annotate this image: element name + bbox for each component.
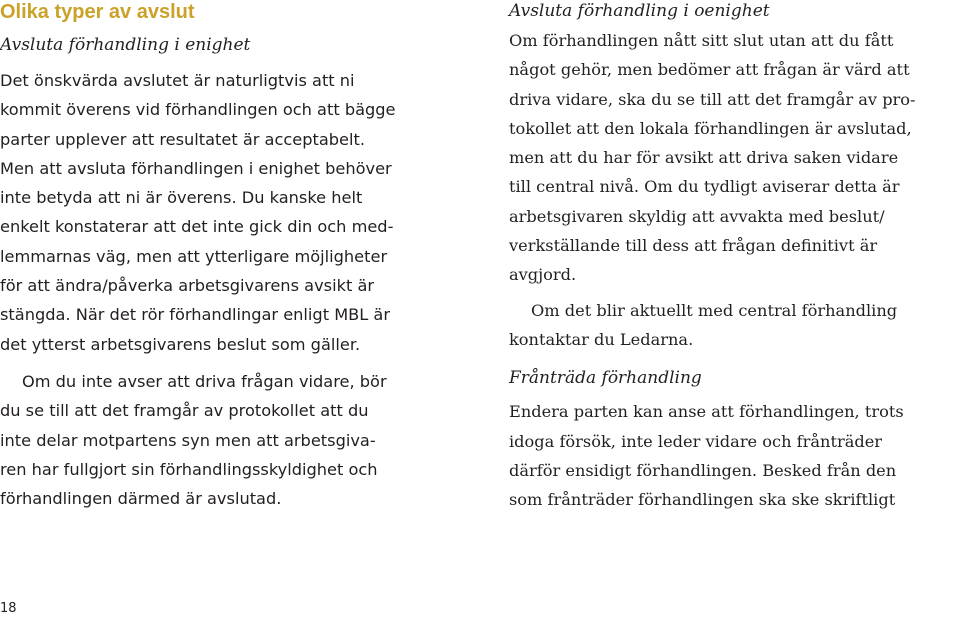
subheading-oenighet: Avsluta förhandling i oenighet bbox=[509, 1, 770, 21]
text-line: inte betyda att ni är överens. Du kanske helt bbox=[0, 188, 363, 208]
text-line: för att ändra/påverka arbetsgivarens avsikt är bbox=[0, 276, 375, 296]
text-line: men att du har för avsikt att driva saken vidare bbox=[509, 148, 899, 168]
text-line: kontaktar du Ledarna. bbox=[509, 329, 694, 349]
text-line: förhandlingen därmed är avslutad. bbox=[0, 489, 282, 509]
text-line: avgjord. bbox=[509, 265, 577, 285]
text-line: idoga försök, inte leder vidare och frånträder bbox=[509, 431, 883, 451]
text-line: som frånträder förhandlingen ska ske skriftligt bbox=[509, 490, 896, 510]
right-column bbox=[509, 0, 960, 514]
text-line: till central nivå. Om du tydligt aviserar detta är bbox=[509, 177, 900, 197]
text-line: lemmarnas väg, men att ytterligare möjligheter bbox=[0, 246, 388, 266]
paragraph-enighet-1 bbox=[0, 66, 460, 359]
text-line: Om det blir aktuellt med central förhandling bbox=[531, 300, 898, 320]
left-column bbox=[0, 0, 460, 513]
paragraph-oenighet-1 bbox=[509, 26, 960, 290]
text-line: Men att avsluta förhandlingen i enighet behöver bbox=[0, 158, 392, 178]
paragraph-oenighet-2 bbox=[509, 296, 960, 355]
paragraph-enighet-2 bbox=[0, 367, 460, 513]
text-line: inte delar motpartens syn men att arbetsgiva- bbox=[0, 430, 376, 450]
text-line: kommit överens vid förhandlingen och att bägge bbox=[0, 100, 396, 120]
text-line: Det önskvärda avslutet är naturligtvis att ni bbox=[0, 71, 355, 90]
text-line: verkställande till dess att frågan definitivt är bbox=[509, 236, 878, 256]
subheading-frantrada: Frånträda förhandling bbox=[509, 368, 702, 389]
text-line: enkelt konstaterar att det inte gick din och med- bbox=[0, 217, 394, 237]
text-line: driva vidare, ska du se till att det framgår av pro- bbox=[509, 89, 916, 109]
text-line: du se till att det framgår av protokollet att du bbox=[0, 401, 369, 421]
text-line: ren har fullgjort sin förhandlingsskyldighet och bbox=[0, 459, 378, 479]
text-line: det ytterst arbetsgivarens beslut som gäller. bbox=[0, 334, 361, 354]
subheading-enighet: Avsluta förhandling i enighet bbox=[0, 35, 251, 55]
paragraph-frantrada bbox=[509, 397, 960, 514]
text-line: Om förhandlingen nått sitt slut utan att du fått bbox=[509, 31, 894, 50]
text-line: Om du inte avser att driva frågan vidare, bör bbox=[22, 371, 387, 391]
text-line: parter upplever att resultatet är acceptabelt. bbox=[0, 129, 366, 149]
text-line: Endera parten kan anse att förhandlingen, trots bbox=[509, 402, 904, 422]
text-line: arbetsgivaren skyldig att avvakta med beslut/ bbox=[509, 206, 885, 226]
page-number: 18 bbox=[0, 601, 17, 616]
text-line: något gehör, men bedömer att frågan är värd att bbox=[509, 60, 910, 80]
text-line: tokollet att den lokala förhandlingen är avslutad, bbox=[509, 118, 912, 138]
text-line: därför ensidigt förhandlingen. Besked från den bbox=[509, 460, 897, 480]
text-line: stängda. När det rör förhandlingar enligt MBL är bbox=[0, 305, 391, 325]
section-title: Olika typer av avslut bbox=[0, 1, 195, 23]
